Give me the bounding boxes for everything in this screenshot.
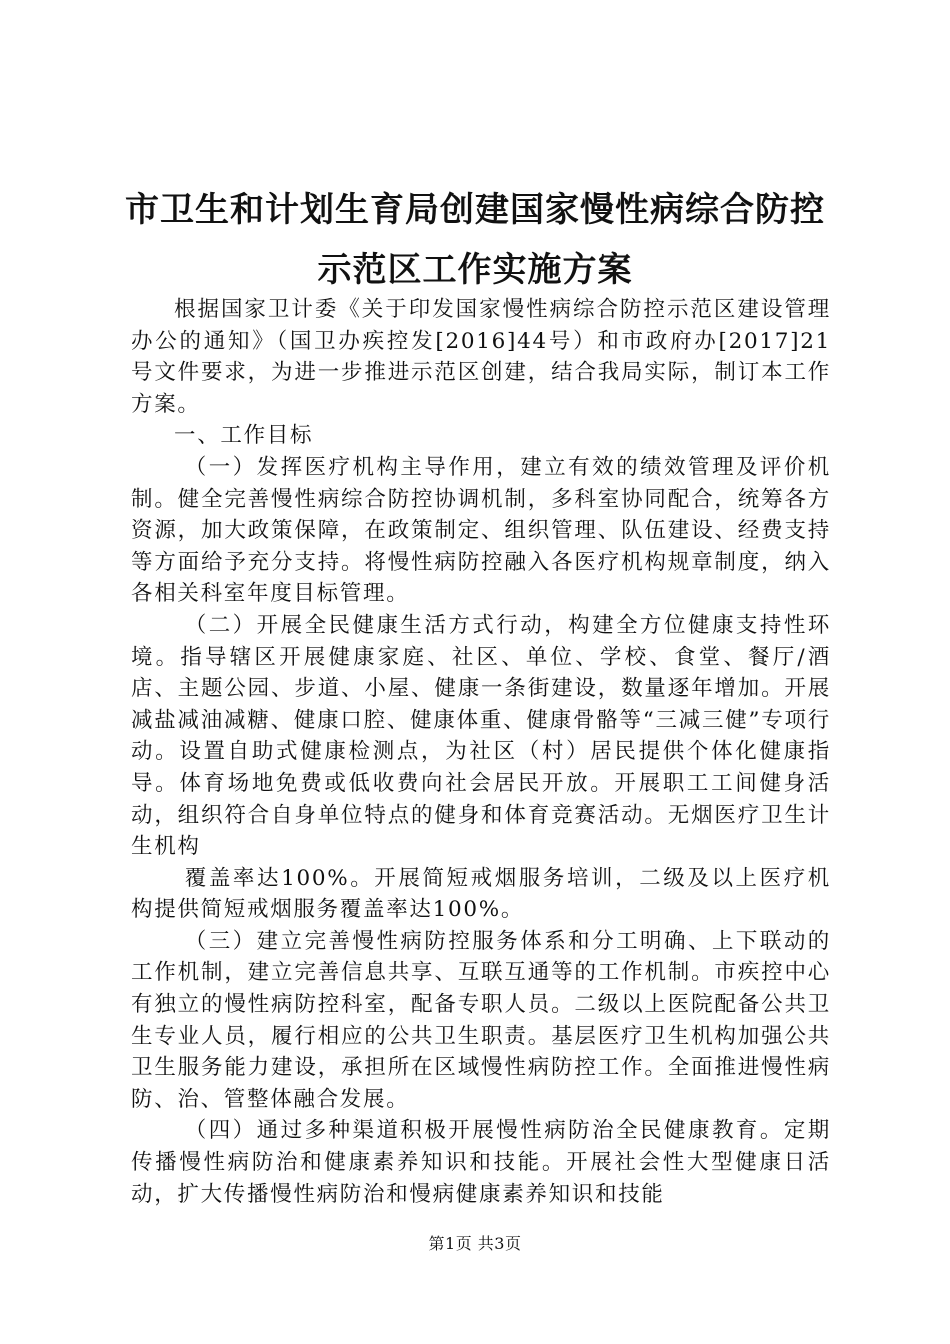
page-number-footer: 第1页 共3页 — [428, 1234, 522, 1253]
paragraph-item-3: （三）建立完善慢性病防控服务体系和分工明确、上下联动的工作机制，建立完善信息共享、互联互通等的工作机制。市疾控中心有独立的慢性病防控科室，配备专职人员。二级以上医院配备公共卫生专业人员，履行相应的公共卫生职责。基层医疗卫生机构加强公共卫生服务能力建设，承担所在区域慢性病防控工作。全面推进慢性病防、治、管整体融合发展。 — [131, 928, 831, 1112]
document-title-line-2: 示范区工作实施方案 — [317, 250, 633, 290]
paragraph-intro: 根据国家卫计委《关于印发国家慢性病综合防控示范区建设管理办公的通知》（国卫办疾控发[2016]44号）和市政府办[2017]21号文件要求，为进一步推进示范区创建，结合我局实际，制订本工作方案。 — [131, 297, 831, 417]
paragraph-item-2: （二）开展全民健康生活方式行动，构建全方位健康支持性环境。指导辖区开展健康家庭、社区、单位、学校、食堂、餐厅/酒店、主题公园、步道、小屋、健康一条街建设，数量逐年增加。开展减盐减油减糖、健康口腔、健康体重、健康骨骼等“三减三健”专项行动。设置自助式健康检测点，为社区（村）居民提供个体化健康指导。体育场地免费或低收费向社会居民开放。开展职工工间健身活动，组织符合自身单位特点的健身和体育竞赛活动。无烟医疗卫生计生机构 — [131, 612, 831, 860]
paragraph-item-2-continued: 覆盖率达100%。开展简短戒烟服务培训，二级及以上医疗机构提供简短戒烟服务覆盖率达100%。 — [131, 865, 831, 923]
paragraph-item-1: （一）发挥医疗机构主导作用，建立有效的绩效管理及评价机制。健全完善慢性病综合防控协调机制，多科室协同配合，统筹各方资源，加大政策保障，在政策制定、组织管理、队伍建设、经费支持等方面给予充分支持。将慢性病防控融入各医疗机构规章制度，纳入各相关科室年度目标管理。 — [131, 454, 831, 607]
document-title-line-1: 市卫生和计划生育局创建国家慢性病综合防控 — [125, 190, 825, 230]
section-heading-work-goals: 一、工作目标 — [174, 423, 314, 449]
document-body — [131, 294, 831, 1210]
paragraph-item-4: （四）通过多种渠道积极开展慢性病防治全民健康教育。定期传播慢性病防治和健康素养知识和技能。开展社会性大型健康日活动，扩大传播慢性病防治和慢病健康素养知识和技能 — [131, 1118, 831, 1207]
